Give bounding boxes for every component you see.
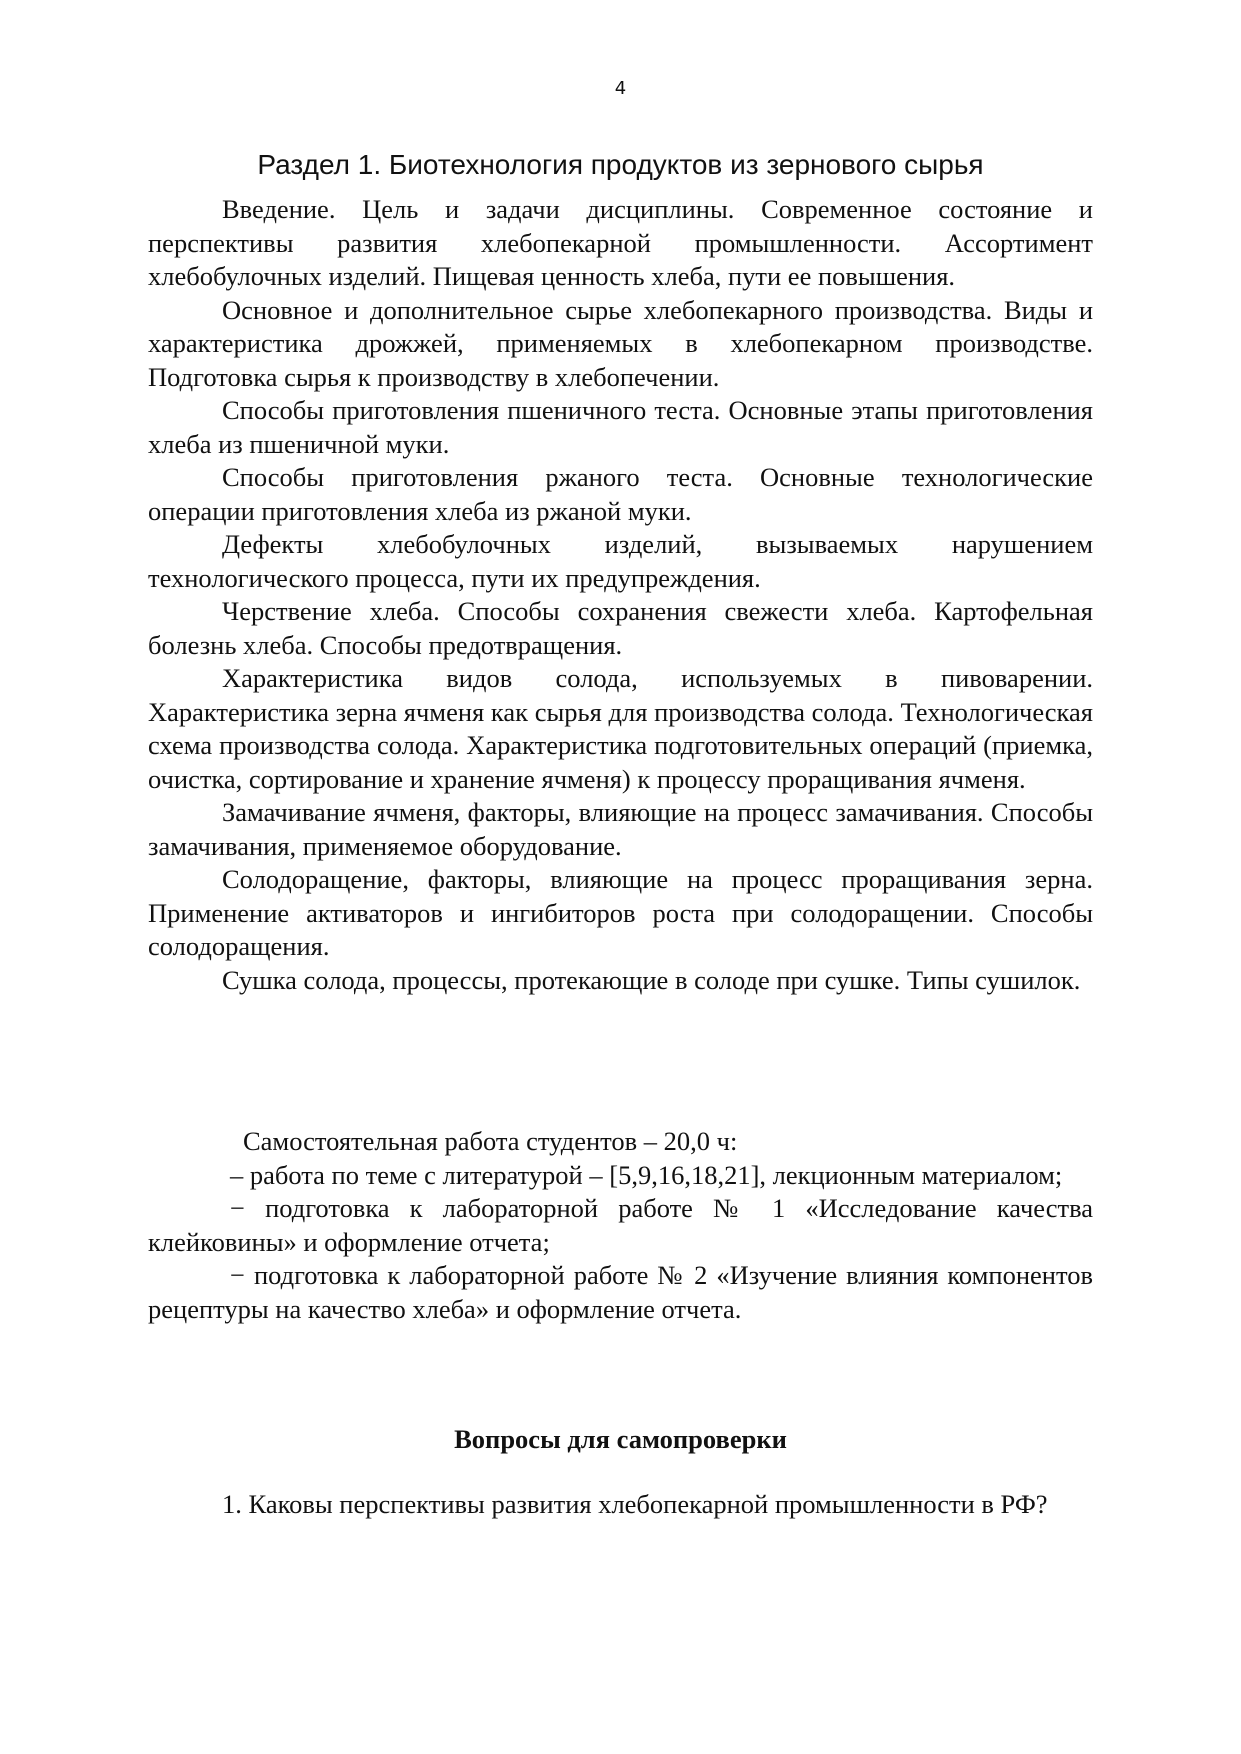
paragraph: Дефекты хлебобулочных изделий, вызываемых нарушением технологического процесса, пути их предупреждения. (148, 529, 1093, 593)
questions-title: Вопросы для самопроверки (454, 1424, 787, 1454)
self-study-heading: Самостоятельная работа студентов – 20,0 ч: (243, 1126, 738, 1156)
paragraph: Солодоращение, факторы, влияющие на процесс проращивания зерна. Применение активаторов и ингибиторов роста при солодоращении. Способы солодоращения. (148, 864, 1093, 961)
page-number: 4 (614, 78, 627, 99)
self-study-block (148, 1125, 1093, 1326)
paragraph: Основное и дополнительное сырье хлебопекарного производства. Виды и характеристика дрожжей, применяемых в хлебопекарном производстве. Подготовка сырья к производству в хлебопечении. (148, 294, 1093, 392)
self-study-item: − подготовка к лабораторной работе № 1 «Исследование качества клейковины» и оформление отчета; (148, 1193, 1093, 1257)
paragraph: Замачивание ячменя, факторы, влияющие на процесс замачивания. Способы замачивания, применяемое оборудование. (148, 797, 1093, 861)
paragraph: Способы приготовления ржаного теста. Основные технологические операции приготовления хлеба из ржаной муки. (148, 462, 1093, 526)
question-item: 1. Каковы перспективы развития хлебопекарной промышленности в РФ? (222, 1489, 1048, 1519)
paragraph: Черствение хлеба. Способы сохранения свежести хлеба. Картофельная болезнь хлеба. Способы предотвращения. (148, 596, 1093, 660)
questions-list (148, 1488, 1093, 1522)
self-study-item: − подготовка к лабораторной работе № 2 «Изучение влияния компонентов рецептуры на качество хлеба» и оформление отчета. (148, 1260, 1093, 1324)
paragraph: Характеристика видов солода, используемых в пивоварении. Характеристика зерна ячменя как сырья для производства солода. Технологическая схема производства солода. Характеристика подготовительных операций (приемка, очистка, сортирование и хранение ячменя) к процессу проращивания ячменя. (148, 663, 1093, 794)
paragraph: Сушка солода, процессы, протекающие в солоде при сушке. Типы сушилок. (222, 964, 1081, 995)
section-title: Раздел 1. Биотехнология продуктов из зернового сырья (257, 149, 984, 180)
self-study-item: – работа по теме с литературой – [5,9,16,18,21], лекционным материалом; (230, 1159, 1063, 1190)
section-body (148, 193, 1093, 997)
paragraph: Способы приготовления пшеничного теста. Основные этапы приготовления хлеба из пшеничной муки. (148, 395, 1093, 459)
paragraph: Введение. Цель и задачи дисциплины. Современное состояние и перспективы развития хлебопекарной промышленности. Ассортимент хлебобулочных изделий. Пищевая ценность хлеба, пути ее повышения. (148, 194, 1093, 291)
